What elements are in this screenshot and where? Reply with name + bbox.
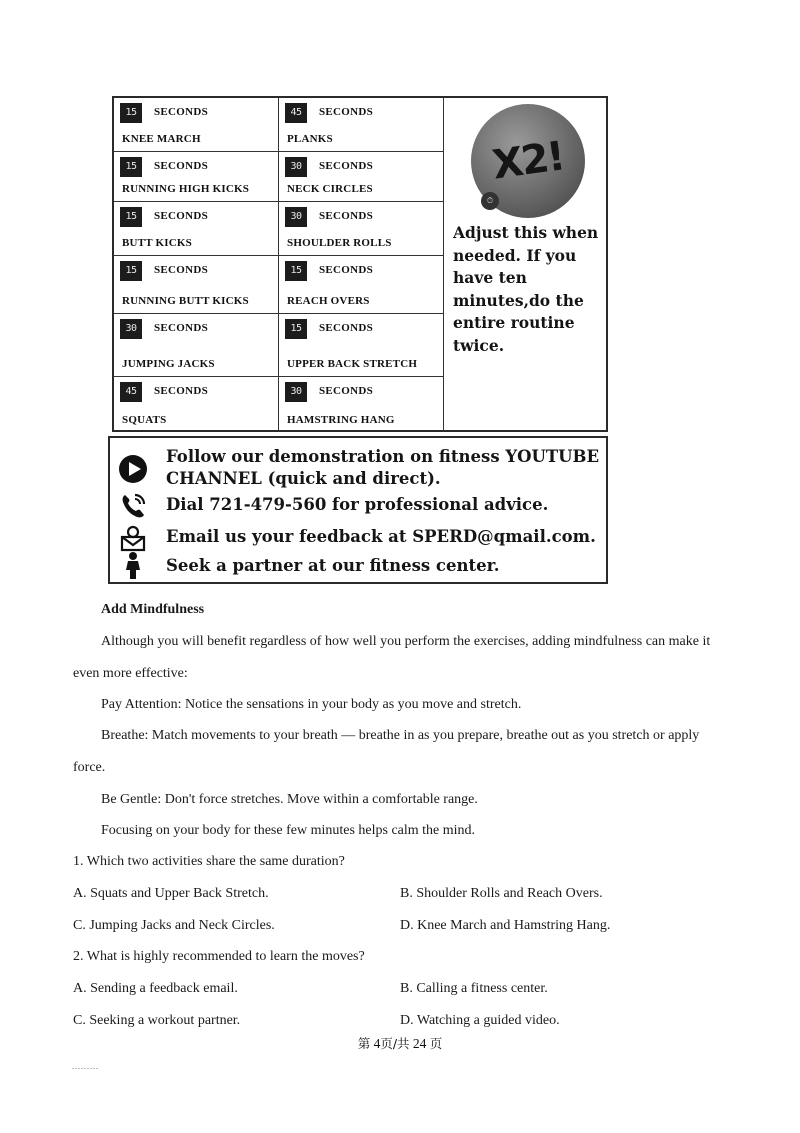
exercise-row xyxy=(114,98,444,152)
seconds-badge: 30 xyxy=(120,319,142,339)
x2-badge-icon xyxy=(471,104,585,218)
footer-dots: ......... xyxy=(72,1062,99,1071)
exercise-cell xyxy=(114,377,279,432)
contact-youtube-line2: CHANNEL (quick and direct). xyxy=(166,469,441,488)
exercise-cell xyxy=(114,152,279,201)
exercise-cell xyxy=(279,377,444,432)
question-1-option-a[interactable]: A. Squats and Upper Back Stretch. xyxy=(73,886,269,901)
exercise-row xyxy=(114,202,444,256)
x2-panel xyxy=(445,98,606,430)
page-footer xyxy=(0,1034,800,1052)
exercise-name: HAMSTRING HANG xyxy=(287,414,395,426)
exercise-name: NECK CIRCLES xyxy=(287,183,373,195)
seconds-label: SECONDS xyxy=(319,160,374,172)
paragraph-pay-attention: Pay Attention: Notice the sensations in your body as you move and stretch. xyxy=(101,697,522,712)
exercise-row xyxy=(114,377,444,432)
contact-partner-text: Seek a partner at our fitness center. xyxy=(166,556,500,575)
seconds-label: SECONDS xyxy=(319,385,374,397)
paragraph-intro-line2: even more effective: xyxy=(73,666,188,681)
seconds-label: SECONDS xyxy=(154,322,209,334)
question-2-option-b[interactable]: B. Calling a fitness center. xyxy=(400,981,548,996)
seconds-badge: 15 xyxy=(120,103,142,123)
seconds-badge: 15 xyxy=(120,207,142,227)
contact-youtube-line1: Follow our demonstration on fitness YOUTUBE xyxy=(166,447,600,466)
exercise-cell xyxy=(114,314,279,376)
paragraph-intro-line1: Although you will benefit regardless of how well you perform the exercises, adding mindfulness can make it xyxy=(101,634,711,649)
adjust-note: Adjust this when needed. If you have ten minutes,do the entire routine twice. xyxy=(453,223,599,355)
question-2-option-d[interactable]: D. Watching a guided video. xyxy=(400,1013,560,1028)
exercise-cell xyxy=(114,256,279,313)
seconds-label: SECONDS xyxy=(154,106,209,118)
question-1-option-c[interactable]: C. Jumping Jacks and Neck Circles. xyxy=(73,918,275,933)
exercise-cell xyxy=(279,98,444,151)
x2-badge-text: X2! xyxy=(489,133,567,189)
play-icon xyxy=(118,454,148,484)
section-heading: Add Mindfulness xyxy=(101,602,205,617)
exercise-row xyxy=(114,314,444,377)
seconds-label: SECONDS xyxy=(319,322,374,334)
exercise-cell xyxy=(279,152,444,201)
seconds-label: SECONDS xyxy=(319,210,374,222)
seconds-badge: 15 xyxy=(120,157,142,177)
exercise-name: BUTT KICKS xyxy=(122,237,192,249)
contact-box xyxy=(108,436,608,584)
contact-phone-text: Dial 721-479-560 for professional advice. xyxy=(166,495,549,514)
seconds-label: SECONDS xyxy=(154,160,209,172)
footer-mid: 页/共 xyxy=(380,1036,410,1051)
seconds-badge: 30 xyxy=(285,382,307,402)
exercise-name: SQUATS xyxy=(122,414,167,426)
exercise-cell xyxy=(114,98,279,151)
exercise-table xyxy=(112,96,608,432)
footer-suffix: 页 xyxy=(429,1036,443,1051)
seconds-label: SECONDS xyxy=(154,264,209,276)
footer-page-number: 4 xyxy=(373,1036,381,1051)
footer-total: 24 xyxy=(412,1036,427,1051)
question-1-option-d[interactable]: D. Knee March and Hamstring Hang. xyxy=(400,918,611,933)
paragraph-be-gentle: Be Gentle: Don't force stretches. Move within a comfortable range. xyxy=(101,792,478,807)
seconds-label: SECONDS xyxy=(319,264,374,276)
seconds-badge: 30 xyxy=(285,207,307,227)
seconds-label: SECONDS xyxy=(154,385,209,397)
question-2-stem: 2. What is highly recommended to learn the moves? xyxy=(73,949,365,964)
seconds-badge: 45 xyxy=(285,103,307,123)
seconds-label: SECONDS xyxy=(154,210,209,222)
exercise-cell xyxy=(279,256,444,313)
exercise-name: UPPER BACK STRETCH xyxy=(287,358,418,370)
exercise-name: REACH OVERS xyxy=(287,295,370,307)
exercise-name: RUNNING BUTT KICKS xyxy=(122,295,249,307)
question-1-option-b[interactable]: B. Shoulder Rolls and Reach Overs. xyxy=(400,886,603,901)
exercise-name: PLANKS xyxy=(287,133,333,145)
question-2-option-c[interactable]: C. Seeking a workout partner. xyxy=(73,1013,241,1028)
exercise-name: SHOULDER ROLLS xyxy=(287,237,392,249)
paragraph-focusing: Focusing on your body for these few minutes helps calm the mind. xyxy=(101,823,476,838)
email-icon xyxy=(118,523,148,553)
seconds-badge: 15 xyxy=(285,261,307,281)
exercise-row xyxy=(114,256,444,314)
seconds-badge: 30 xyxy=(285,157,307,177)
clock-badge-icon: ⏱ xyxy=(481,192,499,210)
person-icon xyxy=(118,551,148,581)
phone-icon xyxy=(118,491,148,521)
exercise-cell xyxy=(279,202,444,255)
exercise-cell xyxy=(279,314,444,376)
question-1-stem: 1. Which two activities share the same duration? xyxy=(73,854,345,869)
seconds-badge: 15 xyxy=(120,261,142,281)
exercise-cell xyxy=(114,202,279,255)
exercise-name: KNEE MARCH xyxy=(122,133,201,145)
exercise-name: RUNNING HIGH KICKS xyxy=(122,183,250,195)
exercise-name: JUMPING JACKS xyxy=(122,358,215,370)
exercise-row xyxy=(114,152,444,202)
paragraph-breathe-line2: force. xyxy=(73,760,106,775)
seconds-badge: 15 xyxy=(285,319,307,339)
question-2-option-a[interactable]: A. Sending a feedback email. xyxy=(73,981,238,996)
contact-email-text: Email us your feedback at SPERD@qmail.com. xyxy=(166,527,596,546)
paragraph-breathe-line1: Breathe: Match movements to your breath — breathe in as you prepare, breathe out as you stretch or apply xyxy=(101,728,700,743)
seconds-label: SECONDS xyxy=(319,106,374,118)
footer-prefix: 第 xyxy=(357,1036,371,1051)
seconds-badge: 45 xyxy=(120,382,142,402)
